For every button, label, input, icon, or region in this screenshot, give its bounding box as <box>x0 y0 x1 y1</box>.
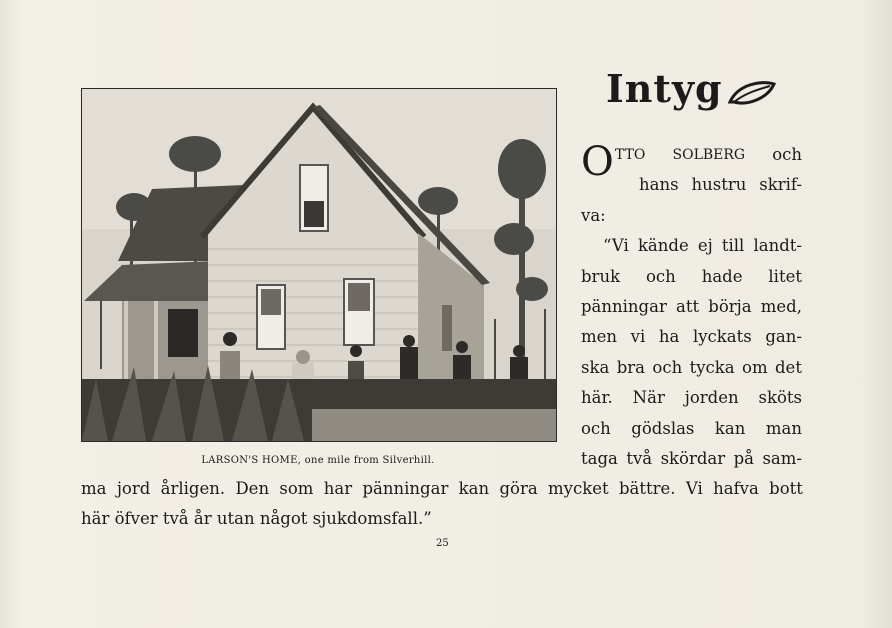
word: på <box>733 448 755 468</box>
word: vi <box>630 327 646 347</box>
word: hafva <box>713 479 759 498</box>
word: sköts <box>758 388 802 408</box>
word: Vi <box>685 479 703 498</box>
word: gödslas <box>631 418 695 438</box>
word: och <box>652 357 683 377</box>
word: kände <box>637 236 689 256</box>
word: årligen. <box>160 479 226 498</box>
word: bättre. <box>618 479 676 498</box>
word: ej <box>697 236 713 256</box>
word: lyckats <box>692 327 752 347</box>
column-line <box>581 322 802 352</box>
word: två <box>626 448 653 468</box>
full-line <box>81 474 803 504</box>
word: ha <box>658 327 680 347</box>
word: landt- <box>753 236 802 256</box>
word: ska <box>581 357 610 377</box>
full-line <box>81 504 803 534</box>
word: Den <box>235 479 270 498</box>
word: det <box>775 357 802 377</box>
leaf-ornament-icon <box>728 80 776 106</box>
word: som <box>279 479 314 498</box>
word: SOLBERG <box>672 147 746 163</box>
word: har <box>323 479 353 498</box>
text-column <box>581 140 802 474</box>
word: litet <box>768 266 802 286</box>
word: börja <box>708 296 752 316</box>
column-line <box>581 383 802 413</box>
word: att <box>676 296 700 316</box>
word: pänningar <box>362 479 449 498</box>
word: tycka <box>689 357 735 377</box>
word: När <box>632 388 665 408</box>
word: skördar <box>660 448 726 468</box>
column-line <box>581 414 802 444</box>
word: här. <box>581 388 613 408</box>
word: och <box>772 145 802 164</box>
word: till <box>721 236 745 256</box>
word: ma <box>81 479 107 498</box>
word: TTO <box>615 147 646 163</box>
word: och <box>581 418 611 438</box>
page-number: 25 <box>436 538 449 549</box>
word: men <box>581 327 618 347</box>
column-line <box>581 201 802 231</box>
word: kan <box>458 479 490 498</box>
word: med, <box>760 296 802 316</box>
word: bra <box>616 357 645 377</box>
word: jord <box>116 479 151 498</box>
word: “Vi <box>603 236 629 256</box>
word: skrif- <box>759 175 802 195</box>
word: pänningar <box>581 296 667 316</box>
photo-caption: LARSON'S HOME, one mile from Silverhill. <box>201 455 435 466</box>
word: hade <box>701 266 743 286</box>
column-line <box>581 231 802 261</box>
word: hustru <box>691 175 747 195</box>
column-line <box>581 353 802 383</box>
word: om <box>742 357 768 377</box>
full-width-text <box>81 474 803 535</box>
word: taga <box>581 448 618 468</box>
column-line <box>581 292 802 322</box>
word: göra <box>499 479 538 498</box>
word: va: <box>581 205 606 225</box>
word: och <box>645 266 676 286</box>
word: hans <box>639 175 679 195</box>
page-title: Intyg <box>606 66 723 111</box>
drop-cap: O <box>581 139 614 185</box>
word: jorden <box>684 388 739 408</box>
word: bruk <box>581 266 621 286</box>
column-line <box>581 444 802 474</box>
word: mycket <box>548 479 609 498</box>
word: kan <box>714 418 746 438</box>
word: bott <box>769 479 803 498</box>
word: man <box>765 418 802 438</box>
word: sam- <box>762 448 802 468</box>
house-photograph <box>81 88 557 442</box>
column-line <box>581 262 802 292</box>
word: gan- <box>765 327 802 347</box>
column-line <box>581 170 802 200</box>
last-line: här öfver två år utan något sjukdomsfall.” <box>81 509 432 529</box>
column-line <box>581 140 802 170</box>
